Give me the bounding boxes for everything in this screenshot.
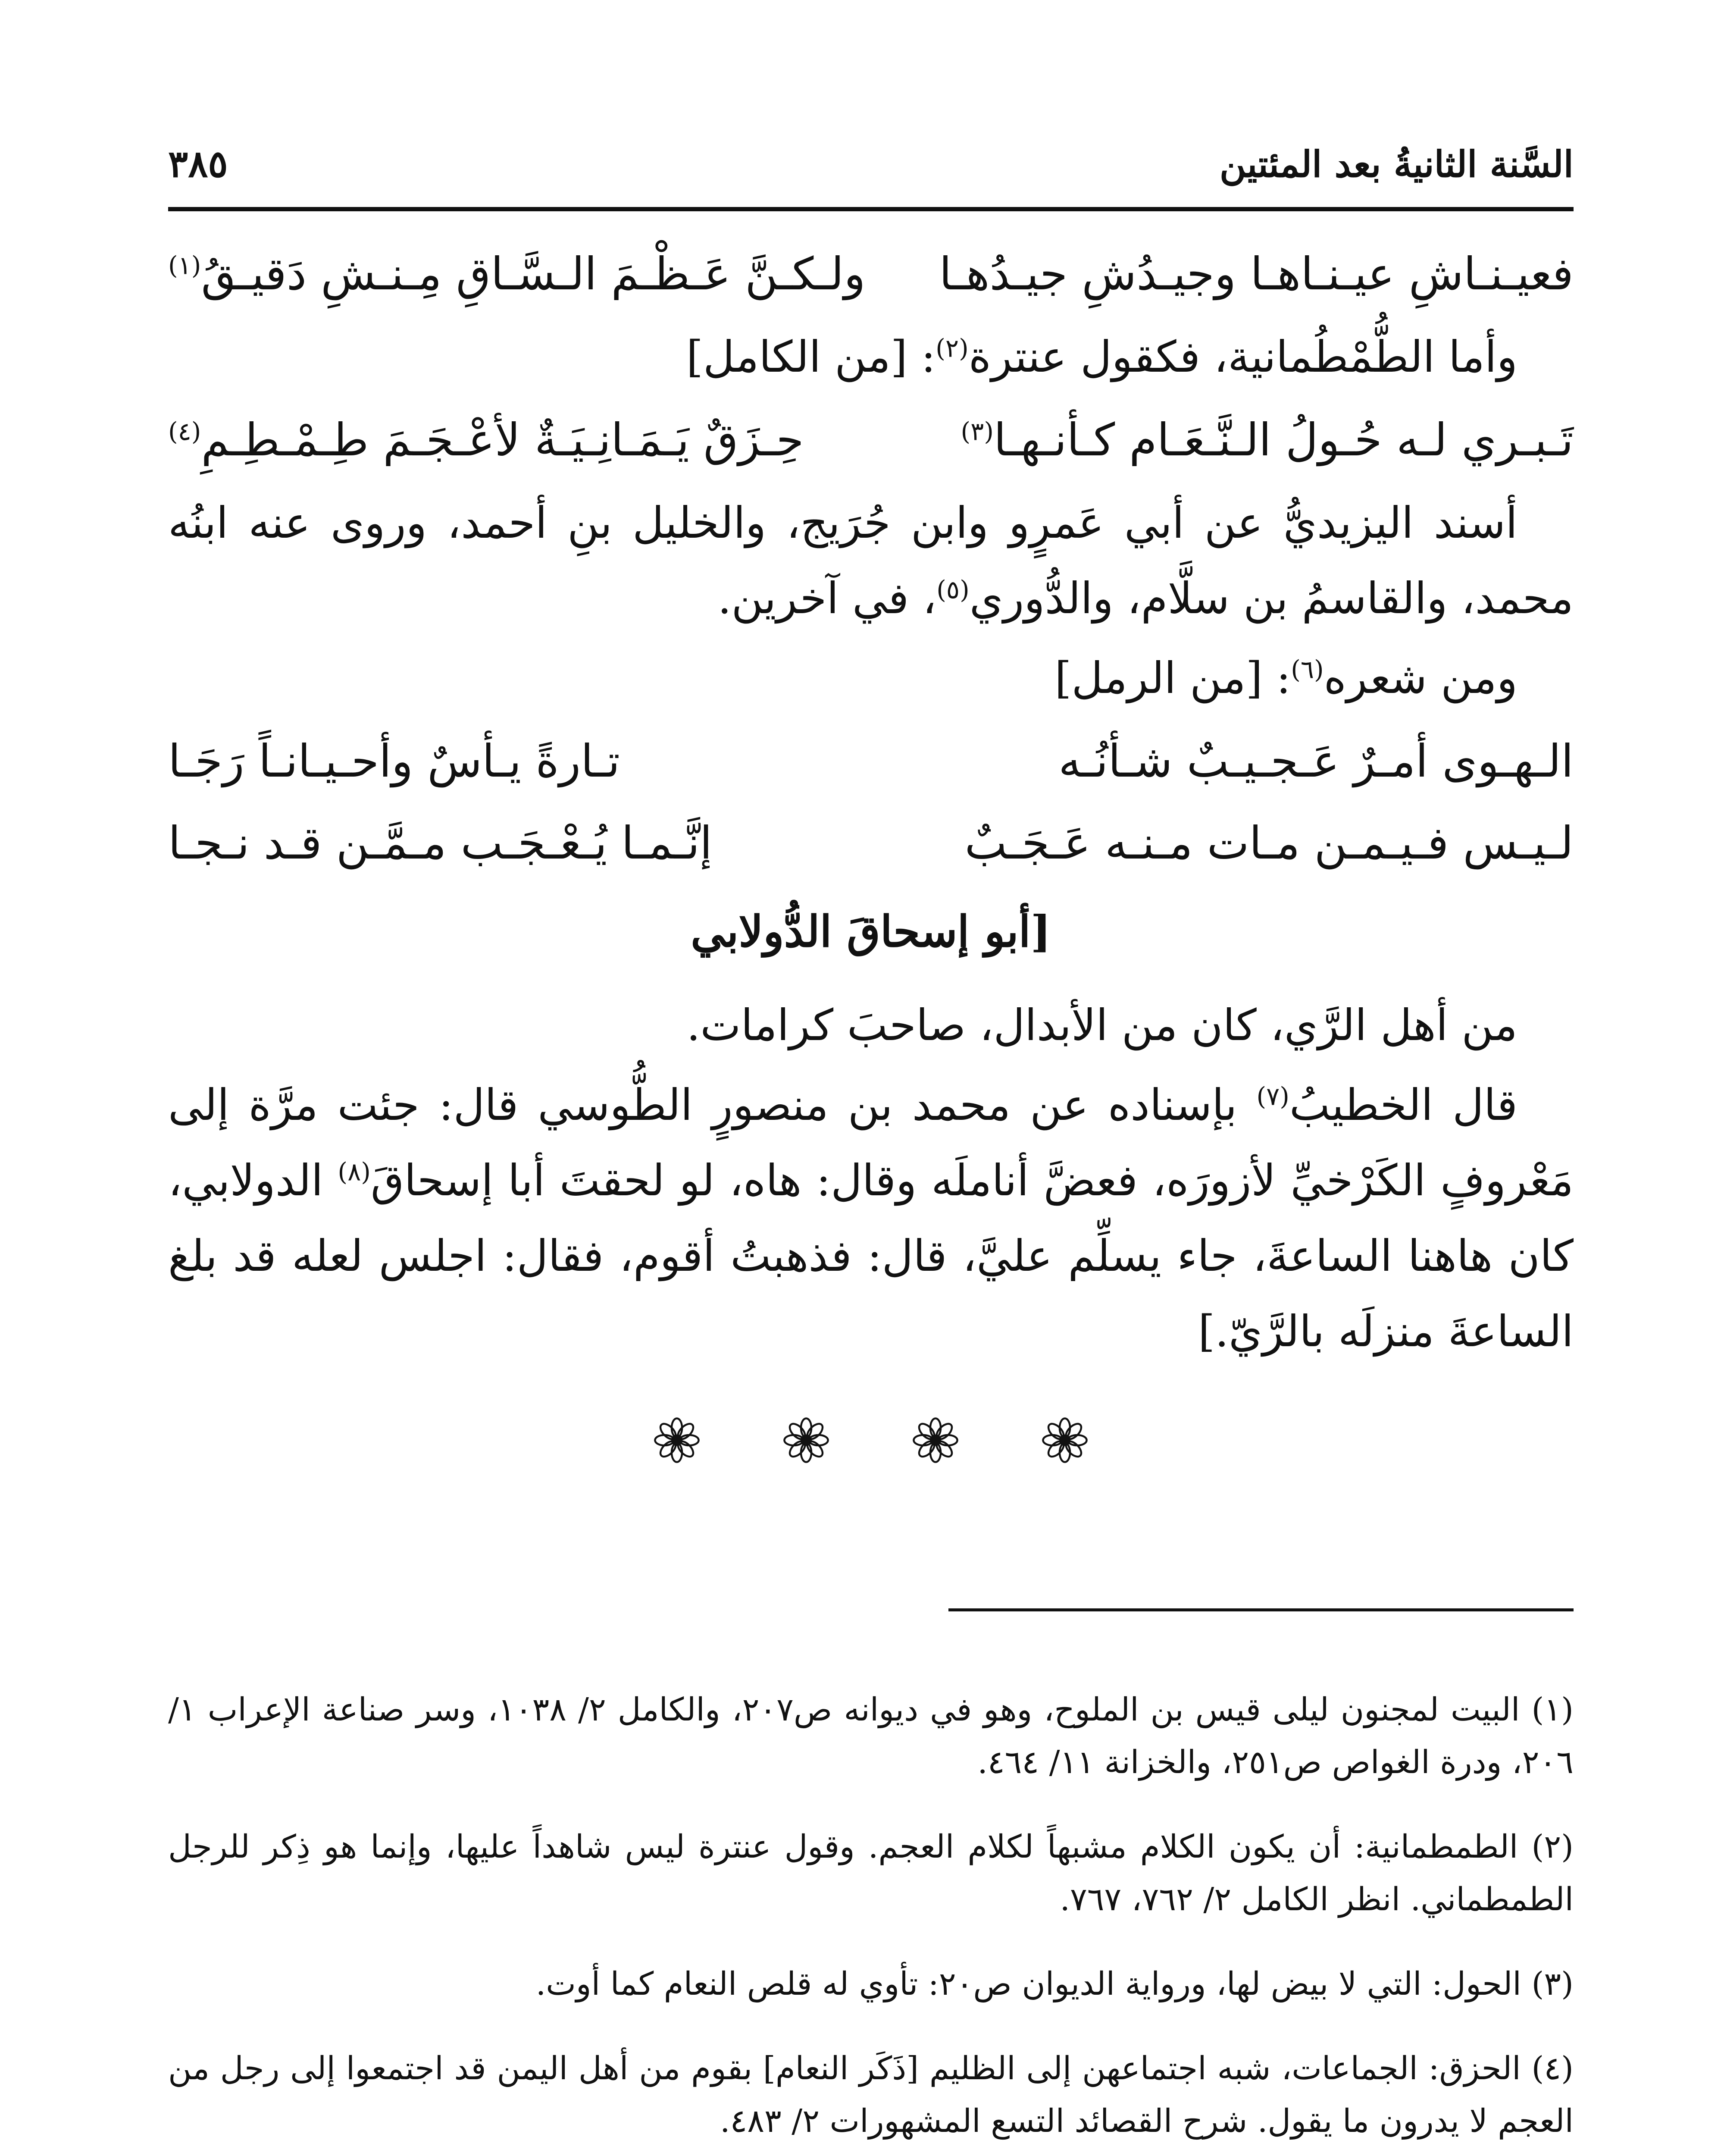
verse-line-1 — [168, 233, 1574, 315]
verse-1-second-hemistich — [168, 241, 866, 306]
tumtumaniya-text: وأما الطُّمْطُمانية، فكقول عنترة — [968, 332, 1517, 382]
verse-3-second-hemistich: تـارةً يـأسٌ وأحـيـانـاً رَجَـا — [168, 735, 620, 787]
footnote-ref-6: (٦) — [1291, 655, 1324, 684]
footnote-ref-4: (٤) — [168, 417, 201, 446]
page-number: ٣٨٥ — [168, 142, 228, 186]
verse-1-first-hemistich: فعيـنـاشِ عيـنـاهـا وجيـدُشِ جيـدُهـا — [939, 248, 1574, 300]
verse-line-2 — [168, 399, 1574, 481]
verse-line-4 — [168, 802, 1574, 884]
footnote-ref-1: (١) — [168, 251, 201, 280]
paragraph-isnad — [168, 485, 1574, 636]
verse-line-3 — [168, 720, 1574, 802]
poetry-intro-text: ومن شعره — [1324, 653, 1517, 703]
footnote-ref-8: (٨) — [338, 1157, 371, 1187]
footnote-ref-2: (٢) — [936, 333, 969, 363]
footnote-1: (١) البيت لمجنون ليلى قيس بن الملوح، وهو في ديوانه ص٢٠٧، والكامل ٢/ ١٠٣٨، وسر صناعة الإعراب ١/ ٢٠٦، ودرة الغواص ص٢٥١، والخزانة ١١/ ٤٦٤. — [168, 1691, 1574, 1781]
meter-label-ramal: : [من الرمل] — [1054, 653, 1291, 703]
footnote-ref-3: (٣) — [961, 417, 994, 446]
footnotes — [168, 1651, 1574, 2156]
paragraph-ahl-rayy: من أهل الرَّي، كان من الأبدال، صاحبَ كرامات. — [686, 1000, 1517, 1050]
khatib-text-3: الدولابي، كان هاهنا الساعةَ، جاء يسلِّم عليَّ، قال: فذهبتُ أقوم، فقال: اجلس لعله قد بلغ الساعةَ منزلَه بالرَّيّ.] — [168, 1155, 1574, 1357]
footnote-ref-5: (٥) — [936, 575, 970, 605]
eight-petal-flower-icon — [912, 1416, 959, 1464]
main-text — [168, 233, 1574, 1464]
footnote-4: (٤) الحزق: الجماعات، شبه اجتماعهن إلى الظليم [ذَكَر النعام] بقوم من أهل اليمن قد اجتمعوا إلى رجل من العجم لا يدرون ما يقول. شرح القصائد التسع المشهورات ٢/ ٤٨٣. — [168, 2050, 1574, 2140]
eight-petal-flower-icon — [653, 1416, 701, 1464]
footnote-ref-7: (٧) — [1256, 1081, 1289, 1111]
verse-4-second-hemistich: إنَّـمـا يُـعْـجَـب مـمَّـن قـد نـجـا — [168, 817, 713, 869]
isnad-text-1: أسند اليزيديُّ عن أبي عَمرٍو وابن جُرَيج، والخليل بنِ أحمد، وروى عنه ابنُه محمد، والقاسمُ بن سلَّام، والدُّوري — [168, 498, 1574, 624]
verse-1-second-text: ولـكـنَّ عَـظْـمَ الـسَّـاقِ مِـنـشِ دَقيـقُ — [201, 248, 866, 300]
footnote-2: (٢) الطمطمانية: أن يكون الكلام مشبهاً لكلام العجم. وقول عنترة ليس شاهداً عليها، وإنما هو ذِكر للرجل الطمطماني. انظر الكامل ٢/ ٧٦٢، ٧٦٧. — [168, 1828, 1574, 1918]
paragraph-tumtumaniya — [168, 319, 1574, 395]
section-end-ornaments — [168, 1416, 1574, 1464]
verse-2-second-hemistich — [168, 407, 804, 472]
header-rule — [168, 207, 1574, 211]
eight-petal-flower-icon — [782, 1416, 830, 1464]
page-header — [168, 129, 1574, 198]
paragraph-khatib — [168, 1067, 1574, 1369]
paragraph-poetry-intro — [168, 640, 1574, 716]
verse-2-second-text: حِـزَقٌ يَـمَـانِـيَـةٌ لأعْـجَـمَ طِـمْـطِـمِ — [201, 414, 804, 466]
verse-4-first-hemistich: لـيـس فـيـمـن مـات مـنـه عَـجَـبٌ — [964, 817, 1574, 869]
eight-petal-flower-icon — [1041, 1416, 1089, 1464]
verse-3-first-hemistich: الـهـوى أمـرٌ عَـجـيـبٌ شـأنُـه — [1058, 735, 1574, 787]
section-title: [أبو إسحاقَ الدُّولابي — [691, 906, 1051, 957]
khatib-text-1: قال الخطيبُ — [1289, 1080, 1517, 1130]
verse-2-first-text: تَـبـري لـه حُـولُ الـنَّـعَـام كـأنـهـا — [993, 414, 1574, 466]
footnote-separator — [948, 1608, 1574, 1611]
khatib-text-2: بإسناده عن محمد بن منصورٍ الطُّوسي قال: جئت مرَّة إلى مَعْروفٍ الكَرْخيِّ لأزورَه، فعضَّ أناملَه وقال: هاه، لو لحقتَ أبا إسحاقَ — [168, 1080, 1574, 1206]
verse-2-first-hemistich — [961, 407, 1574, 472]
meter-label-kamil: : [من الكامل] — [686, 332, 936, 382]
running-title: السَّنة الثانيةُ بعد المئتين — [1219, 142, 1574, 185]
isnad-text-2: ، في آخرين. — [717, 573, 937, 624]
footnote-3: (٣) الحول: التي لا بيض لها، ورواية الديوان ص٢٠: تأوي له قلص النعام كما أوت. — [535, 1965, 1574, 2002]
